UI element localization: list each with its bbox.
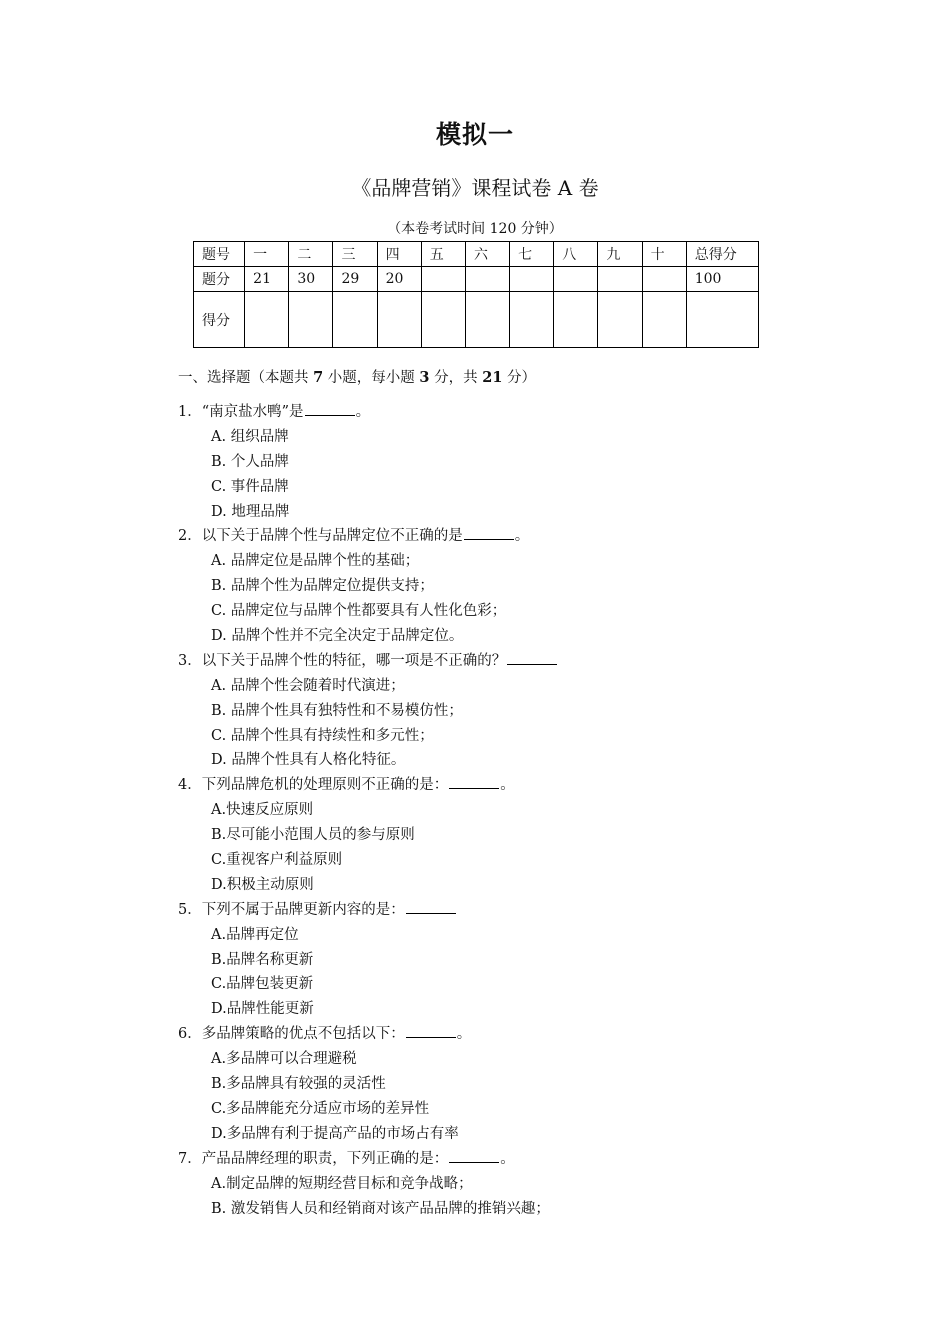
question-text: 6．多品牌策略的优点不包括以下： xyxy=(178,1026,405,1043)
answer-option: D. 品牌个性并不完全决定于品牌定位。 xyxy=(211,628,464,645)
answer-option: A.品牌再定位 xyxy=(211,926,299,943)
question-text: 1．“南京盐水鸭”是 xyxy=(178,404,304,420)
score-cell xyxy=(465,292,509,348)
score-cell: 30 xyxy=(289,267,333,292)
score-cell: 二 xyxy=(289,242,333,267)
answer-option: A.快速反应原则 xyxy=(211,802,314,819)
score-cell xyxy=(554,267,598,292)
score-cell: 五 xyxy=(421,242,465,267)
answer-blank xyxy=(406,1023,456,1038)
score-cell xyxy=(598,292,642,348)
answer-option: B. 激发销售人员和经销商对该产品品牌的推销兴趣； xyxy=(211,1200,550,1217)
question-text-end: 。 xyxy=(500,777,515,794)
answer-option: B.品牌名称更新 xyxy=(211,951,314,968)
section-mid2: 分，共 xyxy=(429,370,483,386)
question-list xyxy=(178,400,778,1221)
score-cell: 四 xyxy=(377,242,421,267)
score-cell xyxy=(642,292,686,348)
score-cell: 29 xyxy=(333,267,377,292)
exam-time-note: （本卷考试时间 120 分钟） xyxy=(387,221,563,237)
question-text-end: 。 xyxy=(500,1150,515,1167)
question-text: 4．下列品牌危机的处理原则不正确的是： xyxy=(178,777,449,794)
score-table-points-row xyxy=(194,267,759,292)
answer-blank xyxy=(449,774,499,789)
score-cell xyxy=(421,267,465,292)
question-stem xyxy=(178,400,778,425)
score-cell xyxy=(510,267,554,292)
answer-blank xyxy=(305,401,355,416)
section-mid1: 小题，每小题 xyxy=(323,370,420,386)
answer-option: D.积极主动原则 xyxy=(211,876,314,893)
question-text: 2．以下关于品牌个性与品牌定位不正确的是 xyxy=(178,528,463,545)
score-cell xyxy=(510,292,554,348)
answer-option: B. 品牌个性为品牌定位提供支持； xyxy=(211,578,434,595)
question-stem xyxy=(178,524,778,549)
answer-option: C.重视客户利益原则 xyxy=(211,852,343,869)
answer-option: A. 组织品牌 xyxy=(211,428,289,445)
score-cell: 20 xyxy=(377,267,421,292)
section-points-each: 3 xyxy=(419,369,430,386)
score-cell: 得分 xyxy=(194,292,245,348)
score-cell: 21 xyxy=(245,267,289,292)
score-cell: 十 xyxy=(642,242,686,267)
score-cell: 九 xyxy=(598,242,642,267)
question-stem xyxy=(178,649,778,674)
question-stem xyxy=(178,773,778,798)
score-cell xyxy=(686,292,758,348)
answer-option: A. 品牌定位是品牌个性的基础； xyxy=(211,553,420,570)
question-stem xyxy=(178,898,778,923)
question-text-end: 。 xyxy=(355,404,371,420)
score-cell xyxy=(598,267,642,292)
question-text-end: 。 xyxy=(456,1026,472,1043)
answer-option: D.品牌性能更新 xyxy=(211,1001,314,1018)
answer-option: D. 品牌个性具有人格化特征。 xyxy=(211,752,406,769)
answer-option: C. 品牌个性具有持续性和多元性； xyxy=(211,727,434,744)
page-title: 模拟一 xyxy=(435,120,514,149)
answer-option: C.多品牌能充分适应市场的差异性 xyxy=(211,1100,430,1117)
answer-option: C. 品牌定位与品牌个性都要具有人性化色彩； xyxy=(211,603,507,620)
score-cell xyxy=(289,292,333,348)
answer-option: B.尽可能小范围人员的参与原则 xyxy=(211,827,415,844)
answer-blank xyxy=(507,650,557,665)
score-cell: 题号 xyxy=(194,242,245,267)
answer-option: D.多品牌有利于提高产品的市场占有率 xyxy=(211,1125,459,1142)
score-cell: 六 xyxy=(465,242,509,267)
answer-option: A.制定品牌的短期经营目标和竞争战略； xyxy=(211,1175,473,1192)
answer-option: C.品牌包装更新 xyxy=(211,976,314,993)
score-cell xyxy=(245,292,289,348)
section-points-total: 21 xyxy=(482,369,503,386)
section-suffix: 分） xyxy=(502,370,537,386)
question-stem xyxy=(178,1147,778,1172)
answer-option: B. 品牌个性具有独特性和不易模仿性； xyxy=(211,702,463,719)
score-cell: 题分 xyxy=(194,267,245,292)
score-cell: 三 xyxy=(333,242,377,267)
score-cell xyxy=(421,292,465,348)
score-cell xyxy=(333,292,377,348)
section-question-count: 7 xyxy=(313,369,324,386)
score-cell xyxy=(642,267,686,292)
answer-blank xyxy=(449,1148,499,1163)
answer-option: B.多品牌具有较强的灵活性 xyxy=(211,1076,386,1093)
score-cell xyxy=(465,267,509,292)
section-heading xyxy=(178,366,536,387)
score-table xyxy=(193,241,759,348)
question-text: 7．产品品牌经理的职责，下列正确的是： xyxy=(178,1150,449,1167)
score-cell: 总得分 xyxy=(686,242,758,267)
score-cell: 一 xyxy=(245,242,289,267)
answer-option: A. 品牌个性会随着时代演进； xyxy=(211,677,405,694)
answer-blank xyxy=(406,899,456,914)
score-cell xyxy=(377,292,421,348)
score-cell: 100 xyxy=(686,267,758,292)
score-table-scored-row xyxy=(194,292,759,348)
question-text: 3．以下关于品牌个性的特征，哪一项是不正确的？ xyxy=(178,652,507,669)
answer-blank xyxy=(464,525,514,540)
answer-option: B. 个人品牌 xyxy=(211,453,289,470)
answer-option: C. 事件品牌 xyxy=(211,478,289,495)
section-prefix: 一、选择题（本题共 xyxy=(178,370,314,386)
score-cell: 七 xyxy=(510,242,554,267)
question-stem xyxy=(178,1022,778,1047)
question-text-end: 。 xyxy=(514,528,530,545)
answer-option: D. 地理品牌 xyxy=(211,503,290,520)
exam-subtitle: 《品牌营销》课程试卷 A 卷 xyxy=(351,176,599,200)
question-text: 5．下列不属于品牌更新内容的是： xyxy=(178,901,405,918)
score-cell: 八 xyxy=(554,242,598,267)
answer-option: A.多品牌可以合理避税 xyxy=(211,1051,357,1068)
score-table-header-row xyxy=(194,242,759,267)
score-cell xyxy=(554,292,598,348)
